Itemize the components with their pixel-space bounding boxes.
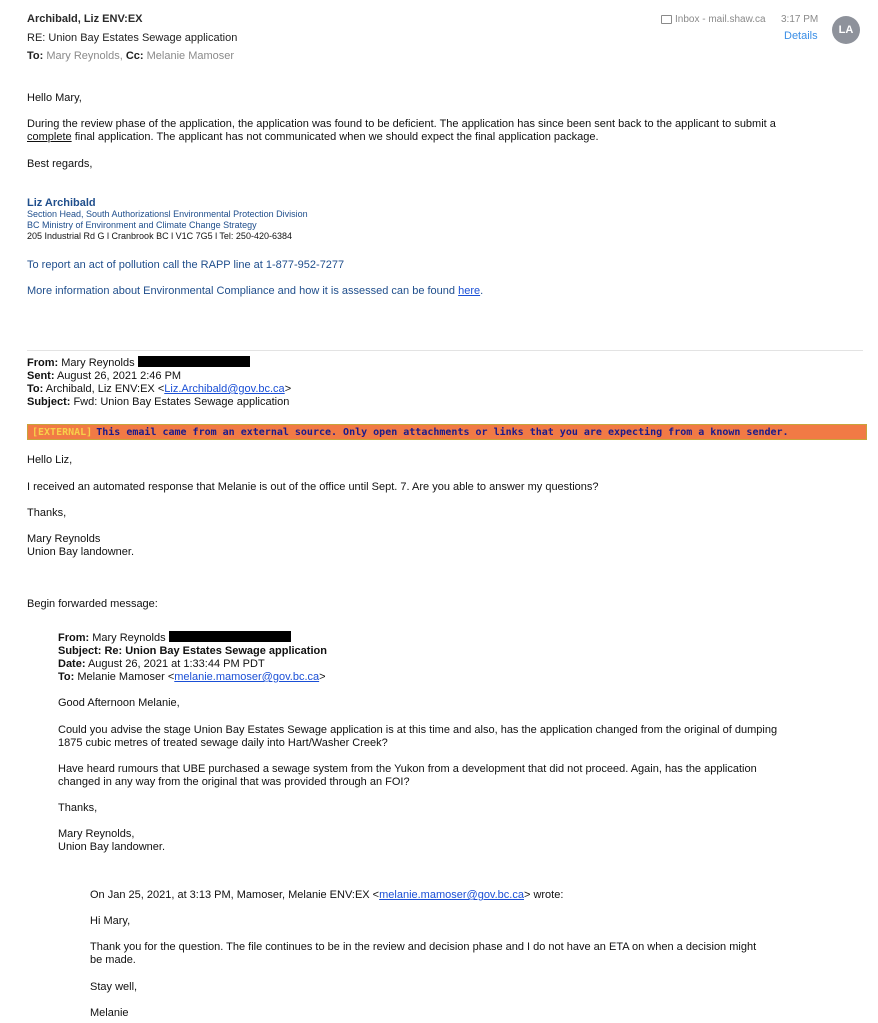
- to-label: To:: [27, 50, 44, 62]
- fwd2-from: [58, 631, 327, 645]
- fwd2-sig-role: Union Bay landowner.: [58, 841, 166, 853]
- fwd2-para2: [58, 763, 757, 789]
- quote-intro-end: > wrote:: [523, 889, 564, 901]
- message-time: 3:17 PM: [781, 14, 819, 25]
- external-tag: [EXTERNAL]: [32, 426, 93, 438]
- signature-ministry: BC Ministry of Environment and Climate Change Strategy: [27, 220, 257, 230]
- fwd1-sig-name: Mary Reynolds: [27, 533, 101, 545]
- fwd2-date-value: August 26, 2021 at 1:33:44 PM PDT: [85, 658, 265, 670]
- fwd2-to-end: >: [319, 671, 326, 683]
- fwd2-subject-label: Subject: Re: Union Bay Estates Sewage application: [58, 645, 327, 657]
- quote-greeting: Hi Mary,: [90, 915, 131, 927]
- external-warning-banner: [27, 424, 867, 440]
- fwd2-greeting: Good Afternoon Melanie,: [58, 697, 180, 709]
- quote-email-link[interactable]: melanie.mamoser@gov.bc.ca: [379, 889, 524, 901]
- message-subject: RE: Union Bay Estates Sewage application: [27, 32, 238, 44]
- mailbox-label: Inbox - mail.shaw.ca: [675, 14, 766, 25]
- reply-paragraph: [27, 118, 863, 144]
- fwd1-from: [27, 356, 291, 370]
- reply-para-line2-text: final application. The applicant has not communicated when we should expect the final application package.: [71, 131, 599, 143]
- cc-recipient[interactable]: Melanie Mamoser: [146, 50, 235, 62]
- fwd1-body: I received an automated response that Melanie is out of the office until Sept. 7. Are you able to answer my questions?: [27, 481, 599, 493]
- fwd1-to-name: Archibald, Liz ENV:EX <: [43, 383, 165, 395]
- divider: [27, 350, 863, 351]
- complete-underlined: complete: [27, 131, 72, 143]
- message-header: [0, 0, 878, 70]
- quote-name: Melanie: [90, 1007, 129, 1019]
- fwd1-to-label: To:: [27, 383, 44, 395]
- recipients: [27, 50, 234, 62]
- signature-address: 205 Industrial Rd G l Cranbrook BC l V1C 7G5 l Tel: 250-420-6384: [27, 231, 292, 241]
- fwd2-to-name: Melanie Mamoser <: [74, 671, 175, 683]
- rapp-line: To report an act of pollution call the RAPP line at 1-877-952-7277: [27, 259, 345, 271]
- begin-forwarded: Begin forwarded message:: [27, 598, 158, 610]
- info-line: [27, 285, 483, 298]
- fwd2-to-label: To:: [58, 671, 75, 683]
- fwd1-sent-value: August 26, 2021 2:46 PM: [54, 370, 182, 382]
- fwd2-date-label: Date:: [58, 658, 86, 670]
- fwd1-thanks: Thanks,: [27, 507, 67, 519]
- fwd2-sig-name: Mary Reynolds,: [58, 828, 135, 840]
- fwd2-para1: [58, 724, 777, 750]
- quote-intro-text: On Jan 25, 2021, at 3:13 PM, Mamoser, Melanie ENV:EX <: [90, 889, 380, 901]
- forward-header-1: [27, 356, 291, 409]
- fwd1-sent: [27, 370, 291, 383]
- fwd2-para1-line2: 1875 cubic metres of treated sewage daily into Hart/Washer Creek?: [58, 737, 388, 749]
- fwd1-from-label: From:: [27, 357, 59, 369]
- avatar: LA: [832, 16, 860, 44]
- fwd1-greeting: Hello Liz,: [27, 454, 73, 466]
- external-warning-text: This email came from an external source. Only open attachments or links that you are expecting from a known sender.: [96, 426, 789, 438]
- info-end: .: [480, 285, 484, 297]
- redaction-bar: [169, 631, 291, 642]
- fwd2-to-email-link[interactable]: melanie.mamoser@gov.bc.ca: [174, 671, 320, 683]
- fwd1-subject-value: Fwd: Union Bay Estates Sewage application: [70, 396, 290, 408]
- quote-para-line1: Thank you for the question. The file continues to be in the review and decision phase and I do not have an ETA on when a decision might: [90, 941, 757, 953]
- fwd2-thanks: Thanks,: [58, 802, 98, 814]
- fwd1-to-email-link[interactable]: Liz.Archibald@gov.bc.ca: [164, 383, 285, 395]
- fwd1-sig-role: Union Bay landowner.: [27, 546, 135, 558]
- info-here-link[interactable]: here: [458, 285, 481, 297]
- to-recipient[interactable]: Mary Reynolds,: [46, 50, 123, 62]
- folder-icon: [661, 15, 672, 24]
- fwd2-para2-line1: Have heard rumours that UBE purchased a sewage system from the Yukon from a development that did not proceed. Again, has the application: [58, 763, 757, 775]
- info-text: More information about Environmental Compliance and how it is assessed can be found: [27, 285, 459, 297]
- fwd2-signature: [58, 828, 165, 854]
- redaction-bar: [138, 356, 250, 367]
- quote-para-line2: be made.: [90, 954, 136, 966]
- reply-closing: Best regards,: [27, 158, 93, 170]
- reply-greeting: Hello Mary,: [27, 92, 82, 104]
- fwd1-sent-label: Sent:: [27, 370, 55, 382]
- quote-para: [90, 941, 756, 967]
- fwd1-subject: [27, 396, 291, 409]
- quote-intro: [90, 889, 563, 902]
- fwd2-subject: [58, 645, 327, 658]
- signature-name: Liz Archibald: [27, 197, 96, 209]
- reply-para-line1: During the review phase of the application, the application was found to be deficient. The application has since been sent back to the applicant to submit a: [27, 118, 776, 130]
- fwd2-date: [58, 658, 327, 671]
- signature: [27, 197, 308, 242]
- cc-label: Cc:: [125, 50, 144, 62]
- details-link[interactable]: Details: [784, 30, 818, 42]
- forward-header-2: [58, 631, 327, 684]
- fwd2-from-label: From:: [58, 632, 90, 644]
- sender-name[interactable]: Archibald, Liz ENV:EX: [27, 13, 143, 25]
- quote-closing: Stay well,: [90, 981, 138, 993]
- fwd1-signature: [27, 533, 134, 559]
- reply-para-line2: [27, 131, 863, 144]
- fwd2-para2-line2: changed in any way from the original that was provided through an FOI?: [58, 776, 410, 788]
- fwd2-to: [58, 671, 327, 684]
- fwd1-to-end: >: [284, 383, 292, 395]
- fwd2-from-value: Mary Reynolds: [89, 632, 169, 644]
- mailbox-location[interactable]: [661, 14, 766, 25]
- fwd1-from-value: Mary Reynolds: [58, 357, 138, 369]
- fwd1-to: [27, 383, 291, 396]
- fwd1-subject-label: Subject:: [27, 396, 71, 408]
- fwd2-para1-line1: Could you advise the stage Union Bay Estates Sewage application is at this time and also, has the application changed from the original of dumping: [58, 724, 778, 736]
- signature-title: Section Head, South Authorizationsl Environmental Protection Division: [27, 209, 308, 219]
